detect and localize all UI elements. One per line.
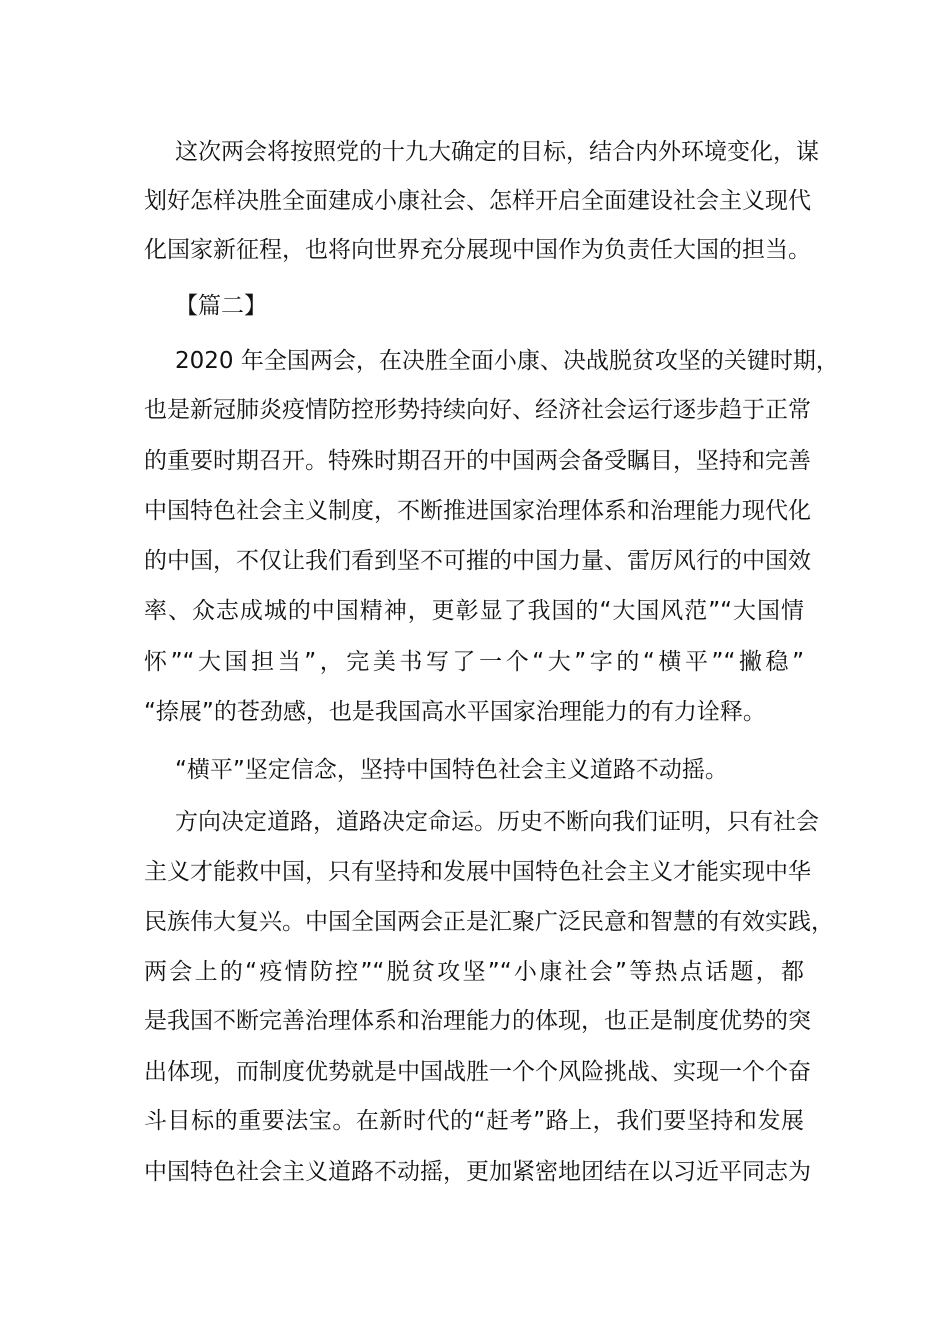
- paragraph-line: “横平”坚定信念，坚持中国特色社会主义道路不动摇。: [175, 757, 728, 783]
- paragraph-line: 怀”“大国担当”，完美书写了一个“大”字的“横平”“撇稳”: [144, 649, 804, 675]
- paragraph-line: 这次两会将按照党的十九大确定的目标，结合内外环境变化，谋: [175, 139, 819, 165]
- paragraph-line: 中国特色社会主义道路不动摇，更加紧密地团结在以习近平同志为: [144, 1159, 811, 1185]
- paragraph-line: 中国特色社会主义制度，不断推进国家治理体系和治理能力现代化: [144, 498, 811, 524]
- paragraph-line: 的重要时期召开。特殊时期召开的中国两会备受瞩目，坚持和完善: [144, 448, 811, 474]
- paragraph-line: “捺展”的苍劲感，也是我国高水平国家治理能力的有力诠释。: [144, 699, 766, 725]
- paragraph-line: 2020 年全国两会，在决胜全面小康、决战脱贫攻坚的关键时期，: [175, 348, 839, 374]
- paragraph-line: 主义才能救中国，只有坚持和发展中国特色社会主义才能实现中华: [144, 859, 811, 885]
- paragraph-line: 也是新冠肺炎疫情防控形势持续向好、经济社会运行逐步趋于正常: [144, 397, 811, 423]
- paragraph-line: 划好怎样决胜全面建成小康社会、怎样开启全面建设社会主义现代: [144, 188, 811, 214]
- paragraph-line: 是我国不断完善治理体系和治理能力的体现，也正是制度优势的突: [144, 1008, 811, 1034]
- paragraph-line: 的中国，不仅让我们看到坚不可摧的中国力量、雷厉风行的中国效: [144, 548, 811, 574]
- section-heading: 【篇二】: [175, 293, 267, 319]
- paragraph-line: 化国家新征程，也将向世界充分展现中国作为负责任大国的担当。: [144, 237, 811, 263]
- paragraph-line: 率、众志成城的中国精神，更彰显了我国的“大国风范”“大国情: [144, 598, 804, 624]
- paragraph-line: 出体现，而制度优势就是中国战胜一个个风险挑战、实现一个个奋: [144, 1059, 811, 1085]
- paragraph-line: 民族伟大复兴。中国全国两会正是汇聚广泛民意和智慧的有效实践，: [144, 909, 834, 935]
- paragraph-line: 斗目标的重要法宝。在新时代的“赶考”路上，我们要坚持和发展: [144, 1108, 804, 1134]
- paragraph-line: 两会上的“疫情防控”“脱贫攻坚”“小康社会”等热点话题，都: [144, 959, 804, 985]
- paragraph-line: 方向决定道路，道路决定命运。历史不断向我们证明，只有社会: [175, 809, 819, 835]
